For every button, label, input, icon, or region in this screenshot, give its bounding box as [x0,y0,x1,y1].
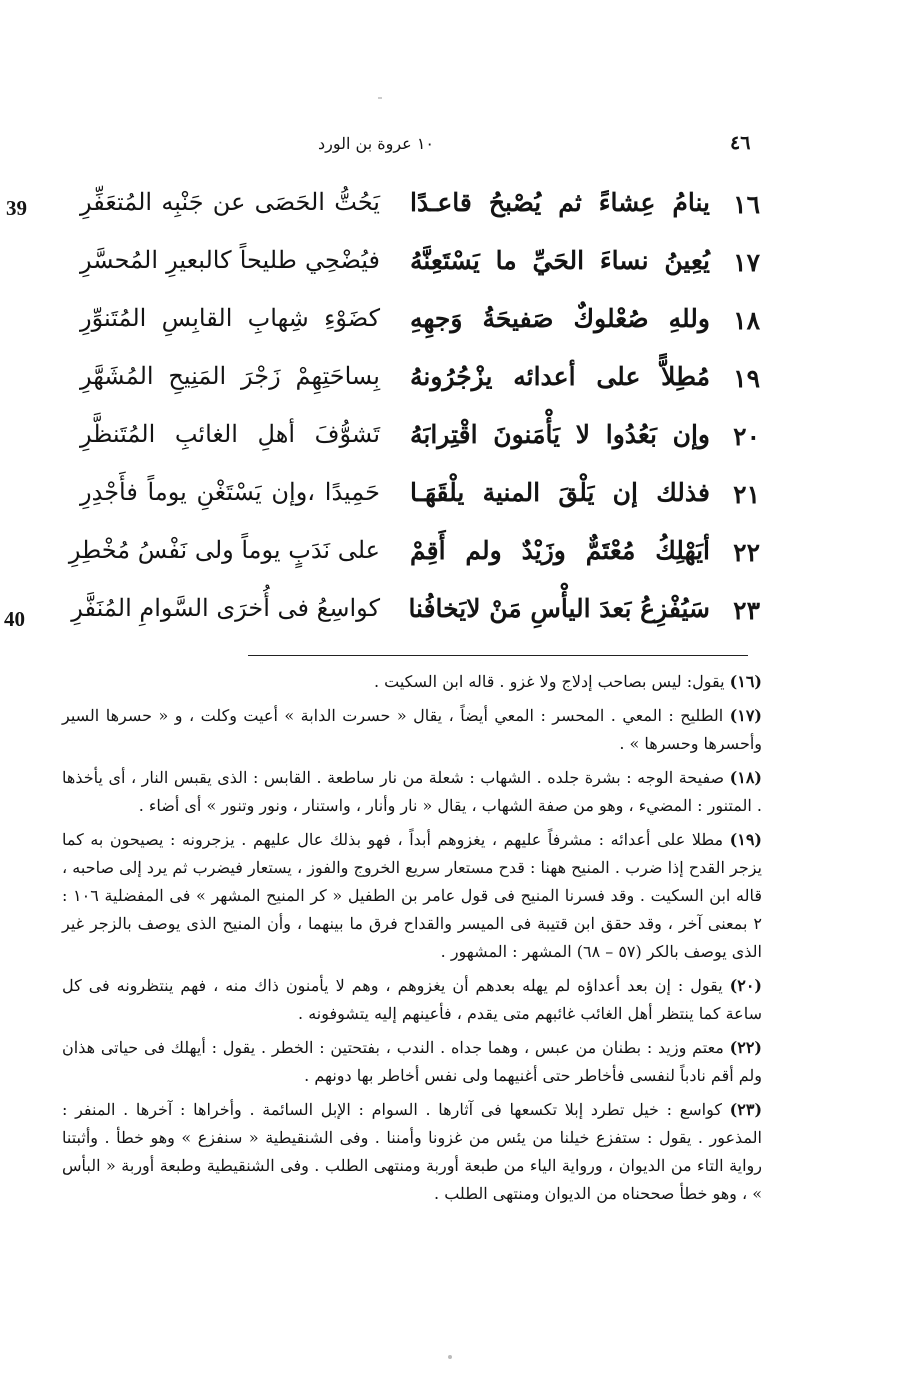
verse-number: ١٩ [733,364,760,393]
verse-number: ٢٢ [733,538,760,567]
verse-number: ٢٣ [733,596,760,625]
verse-line [60,584,772,642]
footnote-text: الطليح : المعي . المحسر : المعي أيضاً ، يقال « حسرت الدابة » أعيت وكلت ، و « حسرها السير وأحسرها وحسرها » . [62,706,762,753]
footnote [62,668,762,696]
verse-line [60,526,772,584]
verse-first-hemistich: وإن بَعُدُوا لا يَأْمَنونَ اقْتِرابَهُ [410,420,710,449]
footnotes [62,668,762,1214]
verse-first-hemistich: يُعِينُ نساءَ الحَيِّ ما يَسْتَعِنَّهُ [410,246,710,275]
footnote-label: (٢٣) [729,1100,763,1119]
verse-first-hemistich: سَيُفْزِعُ بَعدَ اليأْسِ مَنْ لايَخافُنا [408,594,710,623]
footnote-label: (١٩) [729,830,762,849]
footnote-label: (١٨) [729,768,762,787]
margin-line-number: 39 [6,196,27,220]
verse-line [60,468,772,526]
footnote-label: (١٦) [729,672,762,691]
footnote-label: (١٧) [729,706,762,725]
footnote-text: معتم وزيد : بطنان من عبس ، وهما جداه . الندب ، بفتحتين : الخطر . يقول : أيهلك فى حياتى هذان ولم أقم نادباً لنفسى فأخاطر حتى أغنيهما ولى نفس أخاطر بها دونهم . [62,1038,762,1085]
footnote-text: يقول: ليس بصاحب إدلاج ولا غزو . قاله ابن السكيت . [373,672,725,691]
verse-number: ١٦ [733,190,760,219]
footnote-text: كواسع : خيل تطرد إبلا تكسعها فى آثارها . السوام : الإبل السائمة . وأخراها : آخرها . المنفر : المذعور . يقول : ستفزع خيلنا من يئس من غزونا وأمننا . وفى الشنقيطية « سنفزع » وهو خطأ . وأثبتنا رواية التاء من الديوان ، ورواية الياء من طبعة أوربة ومنتهى الطلب . وفى الشنقيطية وطبعة أوربة « البأس » ، وهو خطأ صححناه من الديوان ومنتهى الطلب . [62,1100,762,1203]
verse-second-hemistich: يَحُتُّ الحَصَى عن جَنْبِه المُتعَفِّرِ [80,188,380,216]
running-title: ١٠ عروة بن الورد [318,134,434,153]
verse-first-hemistich: وللهِ صُعْلوكٌ صَفيحَةُ وَجهِهِ [410,304,710,333]
footnote-text: مطلا على أعدائه : مشرفاً عليهم ، يغزوهم أبداً ، فهو بذلك عال عليهم . يزجرونه : يصيحون به كما يزجر القدح إذا ضرب . المنيح ههنا : قدح مستعار سريع الخروج والفوز ، يستعار فيضرب ثم يرد إلى صاحبه ، قاله ابن السكيت . وقد فسرنا المنيح فى قول عامر بن الطفيل « كر المنيح المشهر » فى المفضلية ١٠٦ : ٢ بمعنى آخر ، وقد حقق ابن قتيبة فى الميسر والقداح فرق ما بينهما ، وأن المنيح الذى يوصف بالزجر غير الذى يوصف بالكر (٥٧ – ٦٨) المشهر : المشهور . [62,830,762,961]
verse-second-hemistich: كضَوْءِ شِهابِ القابِسِ المُتَنوِّرِ [80,304,380,332]
page-number: ٤٦ [730,132,751,154]
scan-speck [378,97,382,99]
footnote-text: صفيحة الوجه : بشرة جلده . الشهاب : شعلة من نار ساطعة . القابس : الذى يقبس النار ، أى يأخذها . المتنور : المضيء ، وهو من صفة الشهاب ، يقال « نار وأنار ، واستنار ، ونور وتنور » أى أضاء . [62,768,762,815]
verse-number: ١٨ [733,306,760,335]
margin-line-number: 40 [4,607,25,631]
verse-second-hemistich: كواسِعُ فى أُخرَى السَّوامِ المُنَفَّرِ [71,594,380,622]
footnote [62,1034,762,1090]
verse-number: ٢٠ [733,422,760,451]
footnote [62,826,762,966]
verse-line [60,352,772,410]
verse-second-hemistich: تَشوُّفَ أهلِ الغائبِ المُتَنظَّرِ [80,420,380,448]
verse-first-hemistich: ينامُ عِشاءً ثم يُصْبحُ قاعـدًا [410,188,710,217]
verse-first-hemistich: أيَهْلِكُ مُعْتَمٌّ وزَيْدٌ ولم أَقِمْ [410,536,710,565]
footnote-separator [248,655,748,656]
footnote [62,702,762,758]
verse-first-hemistich: مُطِلاًّ على أعدائه يزْجُرُونهُ [410,362,710,391]
footnote-label: (٢٠) [729,976,762,995]
verse-second-hemistich: فيُضْحِي طليحاً كالبعيرِ المُحسَّرِ [80,246,380,274]
verse-line [60,236,772,294]
verse-first-hemistich: فذلك إن يَلْقَ المنية يلْقَهَـا [410,478,710,507]
verse-second-hemistich: بِساحَتِهِمْ زَجْرَ المَنِيحِ المُشَهَّرِ [80,362,380,390]
verse-number: ٢١ [733,480,760,509]
footnote [62,764,762,820]
scan-speck [448,1355,452,1359]
verse-second-hemistich: حَمِيدًا ،وإن يَسْتَغْنِ يوماً فأَجْدِرِ [80,478,380,506]
footnote [62,972,762,1028]
poem-verses [60,178,772,642]
footnote [62,1096,762,1208]
verse-number: ١٧ [733,248,760,277]
footnote-text: يقول : إن بعد أعداؤه لم يهله بعدهم أن يغزوهم ، وهم لا يأمنون ذاك منه ، فهم ينتظرونه فى كل ساعة كما ينتظر أهل الغائب غائبهم متى يقدم ، فأعينهم إليه يتشوفونه . [62,976,762,1023]
running-header [300,132,760,166]
verse-second-hemistich: على نَدَبٍ يوماً ولى نَفْسُ مُخْطِرِ [68,536,380,564]
verse-line [60,178,772,236]
verse-line [60,294,772,352]
verse-line [60,410,772,468]
footnote-label: (٢٢) [729,1038,762,1057]
